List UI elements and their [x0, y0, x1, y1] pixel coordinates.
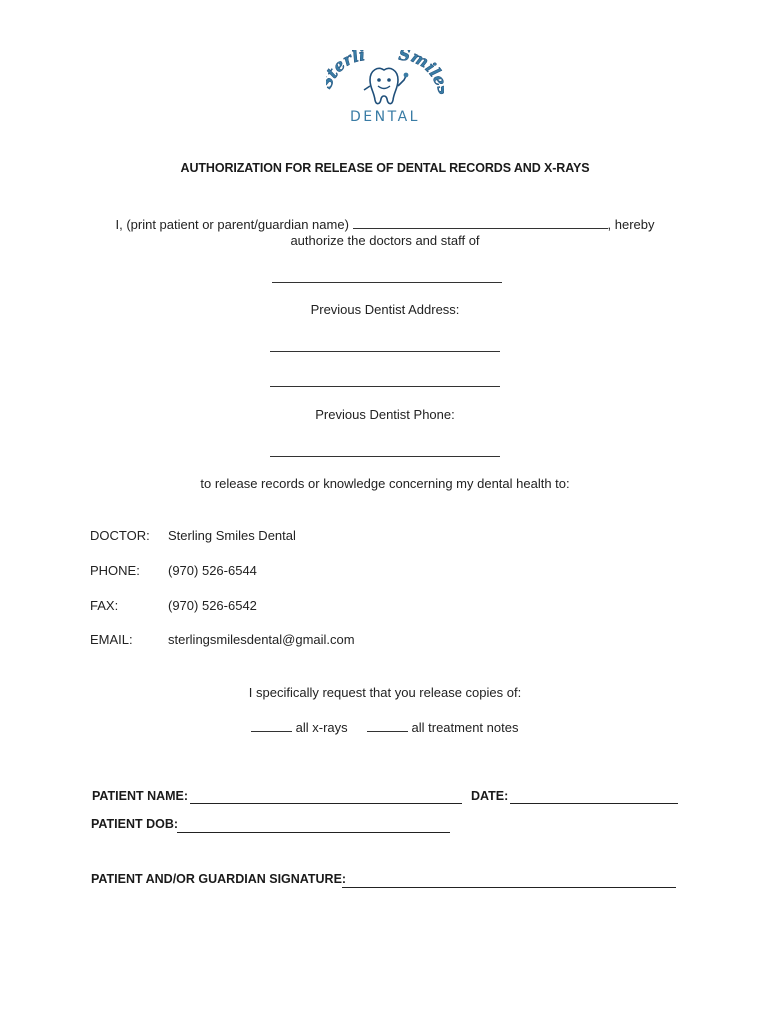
intro-prefix: I, (print patient or parent/guardian name): [115, 217, 349, 232]
phone-label: PHONE:: [90, 563, 140, 578]
svg-text:DENTAL: DENTAL: [350, 109, 420, 125]
svg-text:Sterling: erli: [328, 50, 367, 76]
fax-label: FAX:: [90, 598, 119, 613]
date-line[interactable]: [510, 803, 678, 804]
intro-line: [0, 216, 770, 232]
patient-name-label: PATIENT NAME:: [92, 789, 189, 803]
intro-line-2: authorize the doctors and staff of: [290, 233, 480, 248]
doctor-value: Sterling Smiles Dental: [168, 528, 296, 543]
fax-value: (970) 526-6542: [168, 598, 257, 613]
phone-value: (970) 526-6544: [168, 563, 257, 578]
svg-text:Smiles: Smil: [397, 50, 444, 81]
previous-dentist-phone-blank[interactable]: [270, 456, 500, 457]
practice-logo: [326, 50, 444, 126]
patient-dob-line[interactable]: [177, 832, 450, 833]
treatment-notes-checkbox-blank[interactable]: [367, 719, 408, 732]
date-label: DATE:: [471, 789, 509, 803]
signature-label: PATIENT AND/OR GUARDIAN SIGNATURE:: [91, 872, 347, 886]
doctor-label: DOCTOR:: [90, 528, 150, 543]
previous-dentist-address-blank-1[interactable]: [270, 351, 500, 352]
email-value: sterlingsmilesdental@gmail.com: [168, 632, 355, 647]
previous-dentist-address-label: Previous Dentist Address:: [310, 302, 460, 317]
email-label: EMAIL:: [90, 632, 133, 647]
xrays-checkbox-blank[interactable]: [251, 719, 292, 732]
signature-line[interactable]: [342, 887, 676, 888]
option-notes-label: all treatment notes: [411, 720, 519, 735]
form-title: AUTHORIZATION FOR RELEASE OF DENTAL RECORDS AND X-RAYS: [180, 161, 590, 175]
previous-dentist-name-blank[interactable]: [272, 282, 502, 283]
release-options: [251, 719, 518, 735]
patient-name-line[interactable]: [190, 803, 462, 804]
tooth-mascot-icon: [326, 50, 444, 126]
option-xrays-label: all x-rays: [295, 720, 348, 735]
release-text: to release records or knowledge concerning my dental health to:: [200, 476, 570, 491]
previous-dentist-address-blank-2[interactable]: [270, 386, 500, 387]
patient-dob-label: PATIENT DOB:: [91, 817, 179, 831]
intro-suffix: , hereby: [607, 217, 655, 232]
request-text: I specifically request that you release copies of:: [248, 685, 522, 700]
previous-dentist-phone-label: Previous Dentist Phone:: [315, 407, 455, 422]
patient-name-blank[interactable]: [353, 216, 608, 229]
